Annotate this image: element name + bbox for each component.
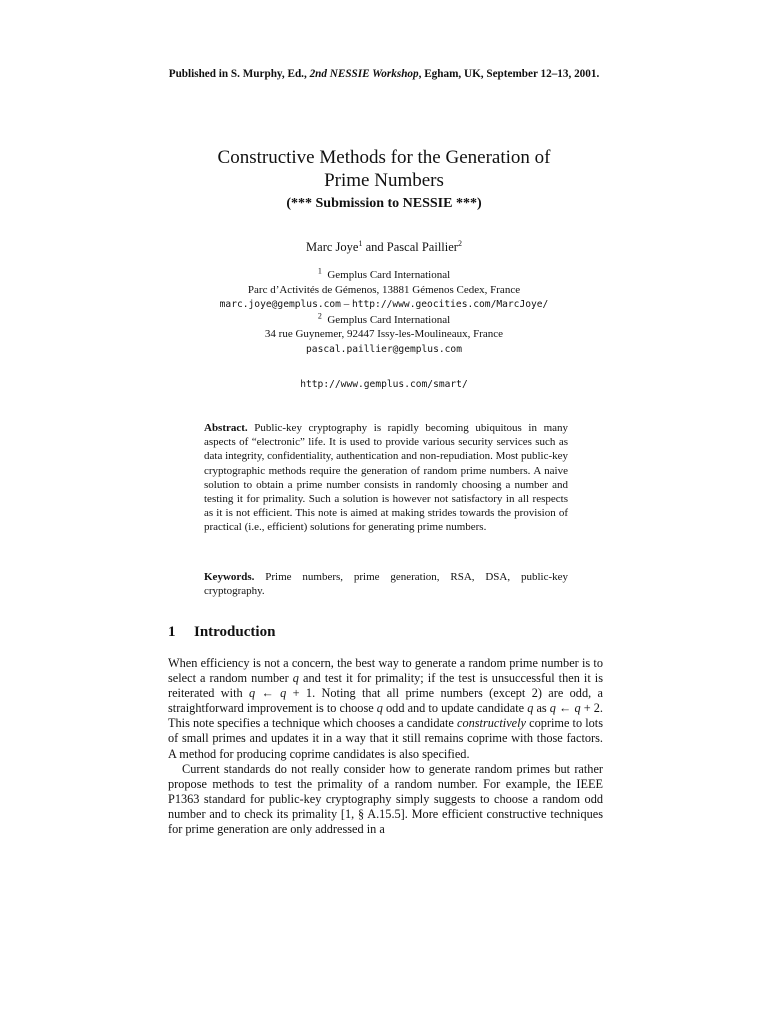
paper-subtitle: (*** Submission to NESSIE ***) xyxy=(286,196,482,211)
math-var: q xyxy=(527,701,534,716)
affiliation-2-name: Gemplus Card International xyxy=(327,313,451,326)
author-joiner: and xyxy=(362,240,387,254)
affiliation-1-name: Gemplus Card International xyxy=(327,269,451,281)
math-var: q xyxy=(549,701,556,716)
section-number: 1 xyxy=(168,624,176,640)
text-run: ← xyxy=(555,701,575,716)
author-2-mark: 2 xyxy=(457,238,462,248)
author-1: Marc Joye xyxy=(306,240,359,254)
abstract xyxy=(204,421,568,535)
text-run: as xyxy=(533,701,550,716)
keywords-label: Keywords. xyxy=(204,571,255,583)
contact-separator: – xyxy=(340,298,352,310)
author-2: Pascal Paillier xyxy=(386,240,458,254)
affiliation-1-contact xyxy=(0,297,768,313)
text-run: ← xyxy=(255,686,281,701)
title-line-2: Prime Numbers xyxy=(324,170,444,191)
text-run: + 1. Noting that all prime numbers (except 2) are odd, a straightforward improvement is to choose xyxy=(168,686,603,716)
author-1-mark: 1 xyxy=(358,238,363,248)
affiliation-1-address: Parc d’Activités de Gémenos, 13881 Gémenos Cedex, France xyxy=(247,283,521,296)
author-1-web-link[interactable]: http://www.geocities.com/MarcJoye/ xyxy=(351,299,549,310)
math-var: q xyxy=(292,671,299,686)
math-var: q xyxy=(248,686,256,701)
text-run: coprime to lots of small primes and updates it in a way that it still remains coprime with those factors. A method for producing coprime candidates is also specified. xyxy=(168,716,603,761)
company-web-line xyxy=(0,372,768,391)
affiliation-1-org xyxy=(0,268,768,283)
title-line-1: Constructive Methods for the Generation of xyxy=(217,147,551,168)
publication-venue: 2nd NESSIE Workshop xyxy=(309,68,419,80)
section-heading xyxy=(168,624,608,641)
math-var: q xyxy=(376,701,383,716)
text-run: When efficiency is not a concern, the best way to generate a random prime number is to select a random number xyxy=(168,656,603,686)
text-run: + 2. This note specifies a technique which chooses a candidate xyxy=(168,701,603,731)
affiliation-2-org xyxy=(0,310,768,328)
affiliation-2-address: 34 rue Guynemer, 92447 Issy-les-Moulineaux, France xyxy=(264,328,504,340)
section-body xyxy=(168,656,603,837)
paper-title xyxy=(150,146,618,192)
publication-note xyxy=(0,68,768,80)
affiliation-1-mark: 1 xyxy=(317,266,322,276)
emphasis: constructively xyxy=(457,716,526,731)
keywords xyxy=(204,570,568,598)
keywords-text: Prime numbers, prime generation, RSA, DSA, public-key cryptography. xyxy=(204,571,568,598)
publication-prefix: Published in S. Murphy, Ed., xyxy=(168,68,310,80)
text-run: odd and to update candidate xyxy=(382,701,528,716)
affiliations xyxy=(0,268,768,357)
affiliation-2-mark: 2 xyxy=(317,310,322,320)
body-paragraph-1 xyxy=(168,656,603,762)
abstract-text: Public-key cryptography is rapidly becoming ubiquitous in many aspects of “electronic” life. It is used to provide various security services such as data integrity, confidentiality, authentication and non-repudiation. Most public-key cryptographic methods require the generation of random prime numbers. A naive solution to obtain a prime number consists in randomly choosing a number and testing it for primality. Such a solution is however not satisfactory in all respects as it is not efficient. This note is aimed at making strides towards the provision of practical (i.e., efficient) solutions for generating prime numbers. xyxy=(204,422,569,534)
author-line xyxy=(0,240,768,255)
affiliation-2-contact xyxy=(0,342,768,358)
text-run: and test it for primality; if the test is unsuccessful then it is reiterated with xyxy=(168,671,603,701)
body-paragraph-2: Current standards do not really consider how to generate random primes but rather propose methods to test the primality of a random number. For example, the IEEE P1363 standard for public-key cryptography simply suggests to choose a random odd number and to check its primality [1, § A.15.5]. More efficient constructive techniques for prime generation are only addressed in a xyxy=(168,761,603,837)
author-1-email-link[interactable]: marc.joye@gemplus.com xyxy=(219,299,341,310)
publication-suffix: , Egham, UK, September 12–13, 2001. xyxy=(418,68,600,80)
company-web-link[interactable]: http://www.gemplus.com/smart/ xyxy=(300,379,468,390)
math-var: q xyxy=(280,686,287,701)
author-2-email-link[interactable]: pascal.paillier@gemplus.com xyxy=(306,343,462,355)
math-var: q xyxy=(574,701,581,716)
abstract-label: Abstract. xyxy=(204,422,248,434)
section-title: Introduction xyxy=(194,624,276,640)
